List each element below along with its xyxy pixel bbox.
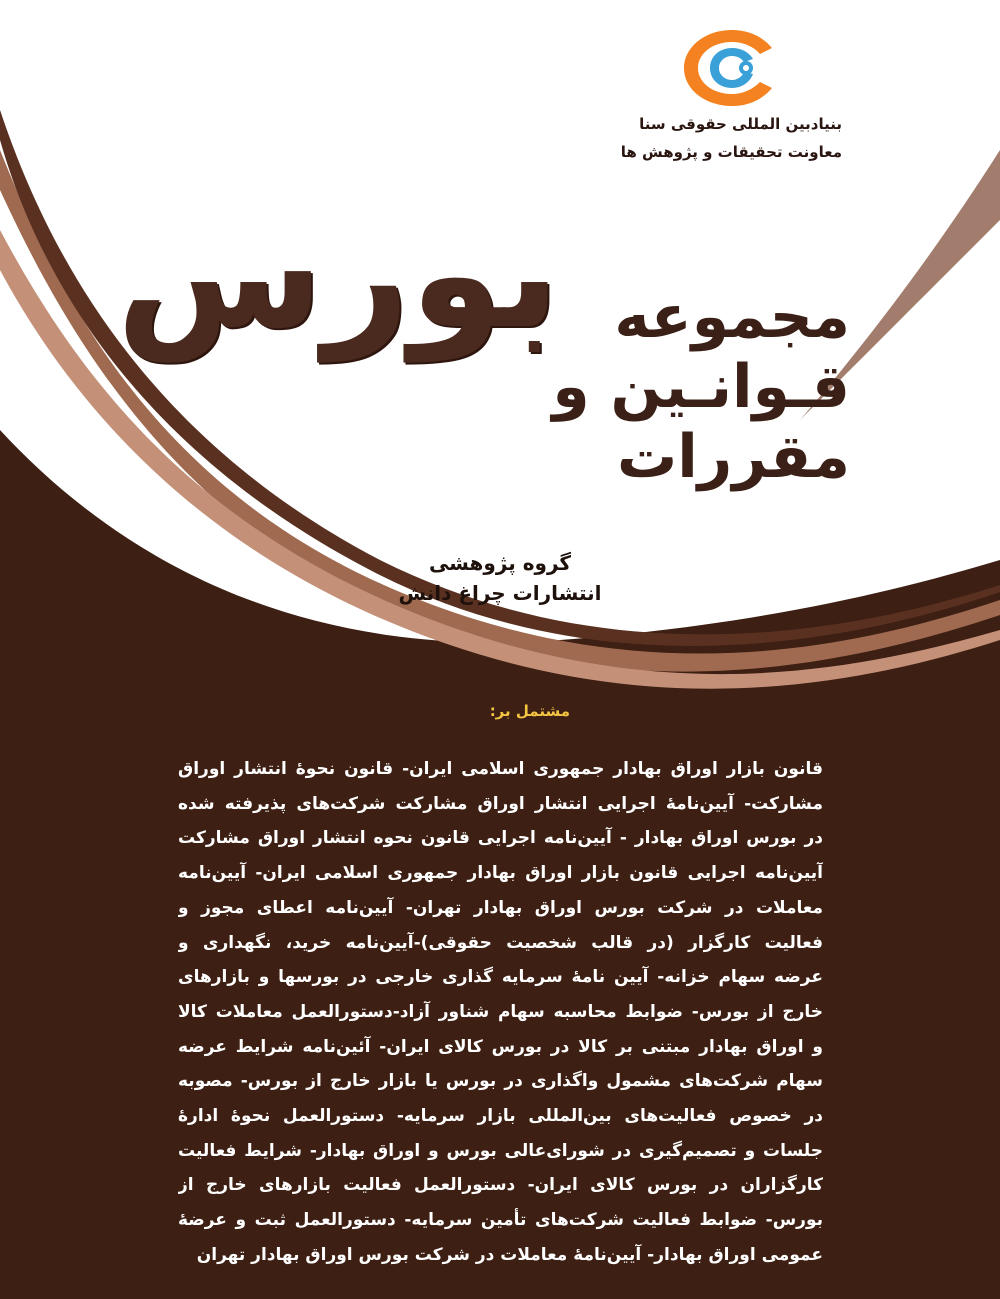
- authors-line-2: انتشارات چراغ دانش: [398, 581, 602, 605]
- publisher-line-2: معاونت تحقیقات و پژوهش ها: [620, 143, 842, 161]
- contents-line: عرضه سهام خزانه- آیین نامهٔ سرمایه گذاری خارجی در بورسها و بازارهای: [178, 967, 823, 988]
- contents-paragraph: [178, 752, 823, 1273]
- contents-line: در بورس اوراق بهادار - آیین‌نامه اجرایی قانون نحوه انتشار اوراق مشارکت: [178, 828, 823, 849]
- foundation-logo-icon: [676, 22, 788, 112]
- contents-line: و اوراق بهادار مبتنی بر کالا در بورس کالای ایران- آئین‌نامه شرایط عرضه: [178, 1036, 823, 1057]
- title-main: بورس: [116, 188, 560, 362]
- contents-line: مشارکت- آیین‌نامهٔ اجرایی انتشار اوراق مشارکت شرکت‌های پذیرفته شده: [178, 793, 823, 814]
- title-sub-2: قـوانـین و مقررات: [552, 352, 850, 492]
- contents-line: خارج از بورس- ضوابط محاسبه سهام شناور آزاد-دستورالعمل معاملات کالا: [178, 1001, 823, 1022]
- contents-line: معاملات در شرکت بورس اوراق بهادار تهران- آیین‌نامه اعطای مجوز و: [178, 897, 823, 918]
- contents-line: فعالیت کارگزار (در قالب شخصیت حقوقی)-آیین‌نامه خرید، نگهداری و: [178, 932, 823, 953]
- contents-line: کارگزاران در بورس کالای ایران- دستورالعمل فعالیت بازارهای خارج از: [178, 1175, 823, 1196]
- contents-line: عمومی اوراق بهادار- آیین‌نامهٔ معاملات در شرکت بورس اوراق بهادار تهران: [196, 1244, 823, 1265]
- contents-line: بورس- ضوابط فعالیت شرکت‌های تأمین سرمایه- دستورالعمل ثبت و عرضهٔ: [178, 1210, 823, 1231]
- contents-line: قانون بازار اوراق بهادار جمهوری اسلامی ایران- قانون نحوهٔ انتشار اوراق: [178, 759, 823, 779]
- contents-line: سهام شرکت‌های مشمول واگذاری در بورس یا بازار خارج از بورس- مصوبه: [178, 1071, 823, 1092]
- authors-line-1: گروه پژوهشی: [428, 551, 572, 575]
- authors-block: [330, 548, 670, 608]
- contents-line: جلسات و تصمیم‌گیری در شورای‌عالی بورس و اوراق بهادار- شرایط فعالیت: [178, 1140, 823, 1161]
- title-sub-1: مجموعه: [614, 282, 850, 352]
- publisher-line-1: بنیادبین المللی حقوقی سنا: [639, 115, 842, 133]
- contents-line: در خصوص فعالیت‌های بین‌المللی بازار سرمایه- دستورالعمل نحوهٔ ادارهٔ: [178, 1106, 823, 1127]
- includes-label: مشتمل بر:: [489, 702, 570, 720]
- contents-line: آیین‌نامه اجرایی قانون بازار اوراق بهادار جمهوری اسلامی ایران- آیین‌نامه: [178, 863, 823, 884]
- publisher-block: [442, 110, 842, 166]
